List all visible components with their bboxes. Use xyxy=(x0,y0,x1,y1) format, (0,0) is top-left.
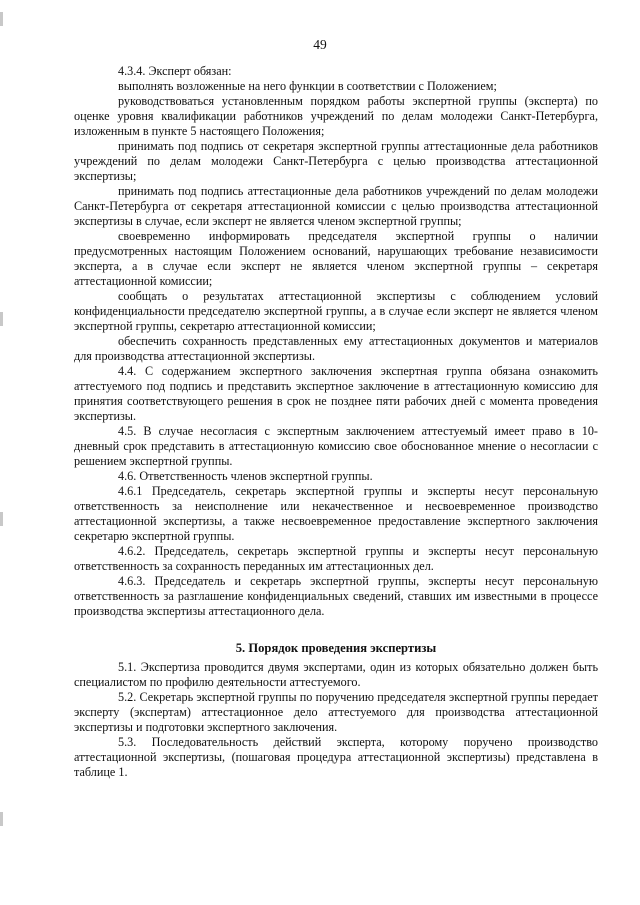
duty-item: принимать под подпись от секретаря экспертной группы аттестационные дела работников учреждений по делам молодежи Санкт-Петербурга с целью производства аттестационной экспертизы; xyxy=(74,139,598,183)
scan-edge-mark xyxy=(0,512,3,526)
clause-4-6-1: 4.6.1 Председатель, секретарь экспертной группы и эксперты несут персональную ответственность за неисполнение или некачественное и несвоевременное производство аттестационной экспертизы, а также несвоевременное предоставление экспертного заключения секретарю экспертной группы. xyxy=(74,484,598,543)
clause-4-4: 4.4. С содержанием экспертного заключения экспертная группа обязана ознакомить аттестуемого под подпись и представить экспертное заключение в аттестационную комиссию для принятия соответствующего решения в срок не позднее пяти рабочих дней с момента проведения экспертизы. xyxy=(74,364,598,423)
clause-4-6: 4.6. Ответственность членов экспертной группы. xyxy=(118,469,373,483)
clause-5-1: 5.1. Экспертиза проводится двумя экспертами, один из которых обязательно должен быть специалистом по профилю деятельности аттестуемого. xyxy=(74,660,598,689)
duty-item: своевременно информировать председателя экспертной группы о наличии предусмотренных настоящим Положением оснований, нарушающих требование независимости эксперта, а в случае если эксперт не является членом экспертной группы – секретаря аттестационной комиссии; xyxy=(74,229,598,288)
clause-4-6-2: 4.6.2. Председатель, секретарь экспертной группы и эксперты несут персональную ответственность за сохранность переданных им аттестационных дел. xyxy=(74,544,598,573)
page-number: 49 xyxy=(313,37,327,52)
clause-5-2: 5.2. Секретарь экспертной группы по поручению председателя экспертной группы передает эксперту (экспертам) аттестационное дело аттестуемого для производства аттестационной экспертизы и подготовки экспертного заключения. xyxy=(74,690,598,734)
scan-edge-mark xyxy=(0,312,3,326)
section-heading: 5. Порядок проведения экспертизы xyxy=(235,641,437,655)
duty-item: руководствоваться установленным порядком работы экспертной группы (эксперта) по оценке уровня квалификации работников учреждений по делам молодежи Санкт-Петербурга, изложенным в пункте 5 настоящего Положения; xyxy=(74,94,598,138)
scan-edge-mark xyxy=(0,12,3,26)
clause-4-6-3: 4.6.3. Председатель и секретарь экспертной группы, эксперты несут персональную ответственность за разглашение конфиденциальных сведений, ставших им известными в процессе производства экспертизы аттестационного дела. xyxy=(74,574,598,618)
clause-5-3: 5.3. Последовательность действий эксперта, которому поручено производство аттестационной экспертизы, (пошаговая процедура аттестационной экспертизы) представлена в таблице 1. xyxy=(74,735,598,779)
duty-item: принимать под подпись аттестационные дела работников учреждений по делам молодежи Санкт-Петербурга от секретаря аттестационной комиссии с целью производства аттестационной экспертизы в случае, если эксперт не является членом экспертной группы; xyxy=(74,184,598,228)
duty-item: сообщать о результатах аттестационной экспертизы с соблюдением условий конфиденциальности председателю экспертной группы, а в случае если эксперт не является членом экспертной группы, секретарю аттестационной комиссии; xyxy=(74,289,598,333)
duty-item: обеспечить сохранность представленных ему аттестационных документов и материалов для производства аттестационной экспертизы. xyxy=(74,334,598,363)
duty-item: выполнять возложенные на него функции в соответствии с Положением; xyxy=(118,79,497,93)
document-body xyxy=(74,64,598,780)
clause-4-5: 4.5. В случае несогласия с экспертным заключением аттестуемый имеет право в 10-дневный срок представить в аттестационную комиссию свое обоснованное мнение о несогласии с решением экспертной группы. xyxy=(74,424,598,468)
scan-edge-mark xyxy=(0,812,3,826)
clause-4-3-4: 4.3.4. Эксперт обязан: xyxy=(118,64,232,78)
